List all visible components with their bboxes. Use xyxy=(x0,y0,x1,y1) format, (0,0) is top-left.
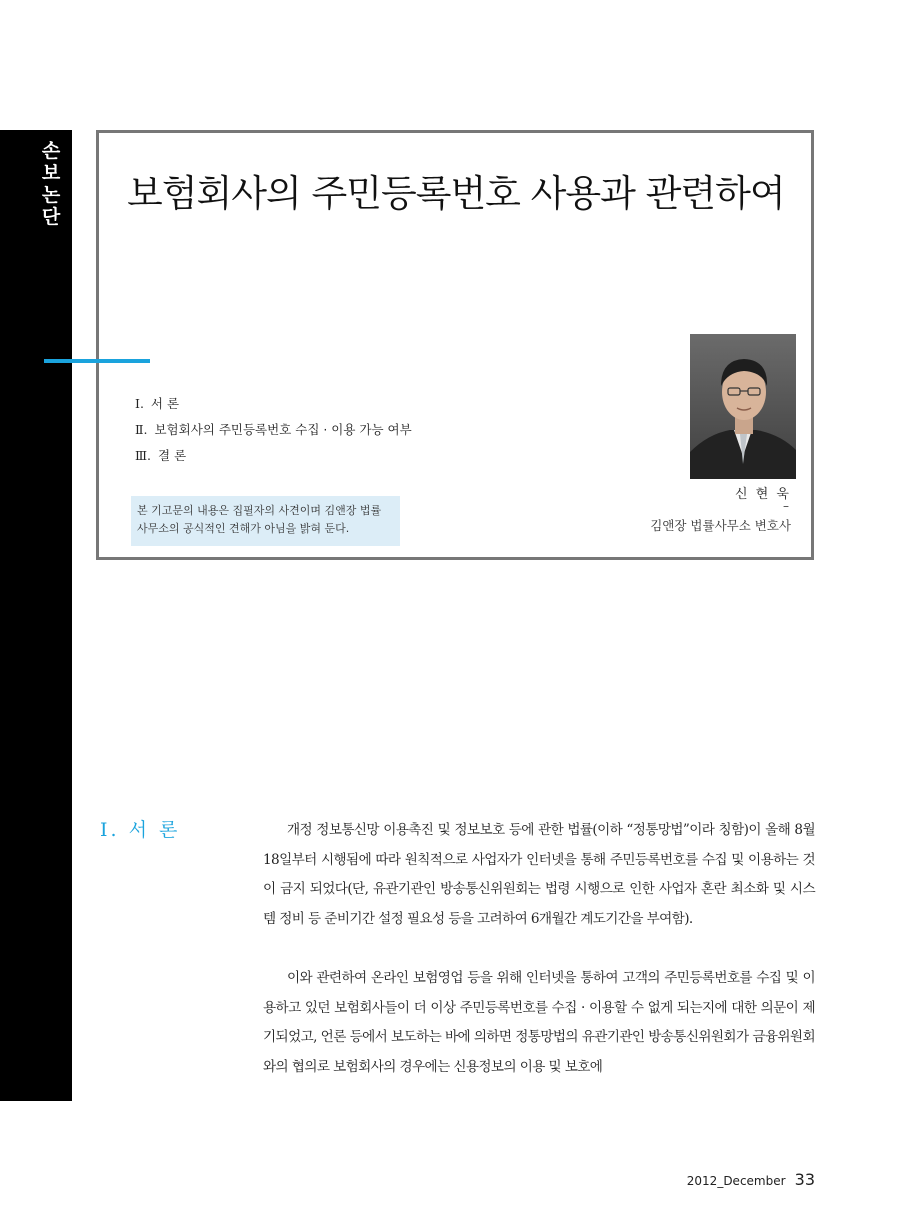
author-divider: – xyxy=(783,499,789,513)
author-affiliation: 김앤장 법률사무소 변호사 xyxy=(650,518,791,533)
author-name: 신 현 욱 xyxy=(735,487,791,502)
author-photo xyxy=(690,334,796,479)
category-char: 단 xyxy=(41,206,61,228)
toc-item xyxy=(135,391,412,417)
table-of-contents xyxy=(135,391,412,469)
section-heading: Ⅰ. 서 론 xyxy=(100,819,181,841)
article-title: 보험회사의 주민등록번호 사용과 관련하여 xyxy=(127,172,785,215)
toc-item-number: Ⅰ. xyxy=(135,396,144,411)
category-char: 보 xyxy=(41,162,61,184)
section-category-label xyxy=(38,140,64,228)
disclaimer-note: 본 기고문의 내용은 집필자의 사견이며 김앤장 법률 사무소의 공식적인 견해가 아님을 밝혀 둔다. xyxy=(131,496,400,546)
page-number: 33 xyxy=(794,1170,815,1189)
section-side-bar xyxy=(0,130,72,1101)
category-char: 논 xyxy=(41,184,61,206)
article-header-box xyxy=(96,130,814,560)
page-footer xyxy=(687,1170,815,1189)
toc-item xyxy=(135,417,412,443)
body-paragraph: 개정 정보통신망 이용촉진 및 정보보호 등에 관한 법률(이하 “정통망법”이라 칭함)이 올해 8월 18일부터 시행됨에 따라 원칙적으로 사업자가 인터넷을 통해 주민등록번호를 수집 및 이용하는 것이 금지 되었다(단, 유관기관인 방송통신위원회는 법령 시행으로 인한 사업자 혼란 최소화 및 시스템 정비 등 준비기간 설정 필요성 등을 고려하여 6개월간 계도기간을 부여함). xyxy=(263,822,815,927)
toc-item-label: 보험회사의 주민등록번호 수집 · 이용 가능 여부 xyxy=(154,422,412,437)
toc-item-number: Ⅲ. xyxy=(135,448,152,463)
category-char: 손 xyxy=(41,140,61,162)
accent-line xyxy=(44,359,150,363)
article-body xyxy=(263,816,815,1082)
toc-item-label: 서 론 xyxy=(150,396,180,411)
toc-item xyxy=(135,443,412,469)
body-paragraph: 이와 관련하여 온라인 보험영업 등을 위해 인터넷을 통하여 고객의 주민등록번호를 수집 및 이용하고 있던 보험회사들이 더 이상 주민등록번호를 수집 · 이용할 수 없게 되는지에 대한 의문이 제기되었고, 언론 등에서 보도하는 바에 의하면 정통망법의 유관기관인 방송통신위원회가 금융위원회와의 협의로 보험회사의 경우에는 신용정보의 이용 및 보호에 xyxy=(263,969,815,1075)
toc-item-label: 결 론 xyxy=(158,448,187,463)
toc-item-number: Ⅱ. xyxy=(135,422,148,437)
author-portrait-image xyxy=(690,334,796,479)
issue-label: 2012_December xyxy=(686,1174,786,1188)
